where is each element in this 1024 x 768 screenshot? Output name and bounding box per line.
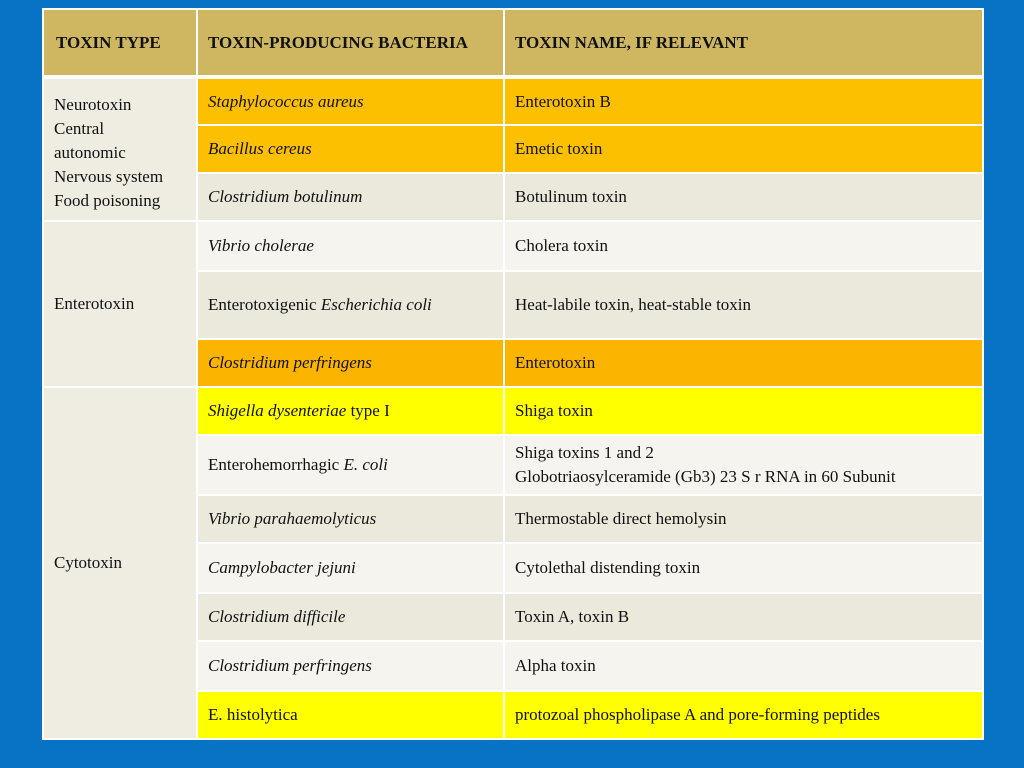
bacteria-cell: Enterotoxigenic Escherichia coli: [197, 271, 504, 339]
toxin-cell: Alpha toxin: [504, 641, 983, 691]
bacteria-cell: Vibrio parahaemolyticus: [197, 495, 504, 543]
toxin-cell: [504, 435, 983, 495]
neurotoxin-line: Nervous system: [54, 167, 164, 186]
table-row: [43, 77, 983, 125]
bacteria-cell: Bacillus cereus: [197, 125, 504, 173]
toxin-table: [42, 8, 984, 740]
toxin-line: Shiga toxins 1 and 2: [515, 443, 654, 462]
header-bacteria: TOXIN-PRODUCING BACTERIA: [197, 9, 504, 77]
group-neurotoxin: [43, 77, 197, 221]
toxin-cell: Cytolethal distending toxin: [504, 543, 983, 593]
neurotoxin-line: Food poisoning: [54, 191, 161, 210]
bacteria-cell: E. histolytica: [197, 691, 504, 739]
bacteria-cell: Vibrio cholerae: [197, 221, 504, 271]
group-enterotoxin: Enterotoxin: [43, 221, 197, 387]
toxin-cell: Cholera toxin: [504, 221, 983, 271]
header-toxin-name: TOXIN NAME, IF RELEVANT: [504, 9, 983, 77]
toxin-cell: Toxin A, toxin B: [504, 593, 983, 641]
toxin-cell: Enterotoxin B: [504, 77, 983, 125]
group-cytotoxin: Cytotoxin: [43, 387, 197, 739]
neurotoxin-line: autonomic: [54, 143, 126, 162]
toxin-line: Globotriaosylceramide (Gb3) 23 S r RNA in 60 Subunit: [515, 467, 896, 486]
table-row: [43, 221, 983, 271]
bacteria-cell: Staphylococcus aureus: [197, 77, 504, 125]
neurotoxin-line: Central: [54, 119, 105, 138]
toxin-cell: Emetic toxin: [504, 125, 983, 173]
bacteria-cell: Enterohemorrhagic E. coli: [197, 435, 504, 495]
bacteria-cell: Campylobacter jejuni: [197, 543, 504, 593]
toxin-cell: Thermostable direct hemolysin: [504, 495, 983, 543]
toxin-cell: protozoal phospholipase A and pore-forming peptides: [504, 691, 983, 739]
bacteria-cell: Clostridium botulinum: [197, 173, 504, 221]
bacteria-cell: Clostridium difficile: [197, 593, 504, 641]
toxin-cell: Heat-labile toxin, heat-stable toxin: [504, 271, 983, 339]
bacteria-cell: Clostridium perfringens: [197, 339, 504, 387]
bacteria-cell: Shigella dysenteriae type I: [197, 387, 504, 435]
toxin-cell: Shiga toxin: [504, 387, 983, 435]
table-row: [43, 387, 983, 435]
header-toxin-type: TOXIN TYPE: [43, 9, 197, 77]
bacteria-cell: Clostridium perfringens: [197, 641, 504, 691]
table-header-row: [43, 9, 983, 77]
toxin-cell: Enterotoxin: [504, 339, 983, 387]
toxin-cell: Botulinum toxin: [504, 173, 983, 221]
neurotoxin-line: Neurotoxin: [54, 95, 132, 114]
